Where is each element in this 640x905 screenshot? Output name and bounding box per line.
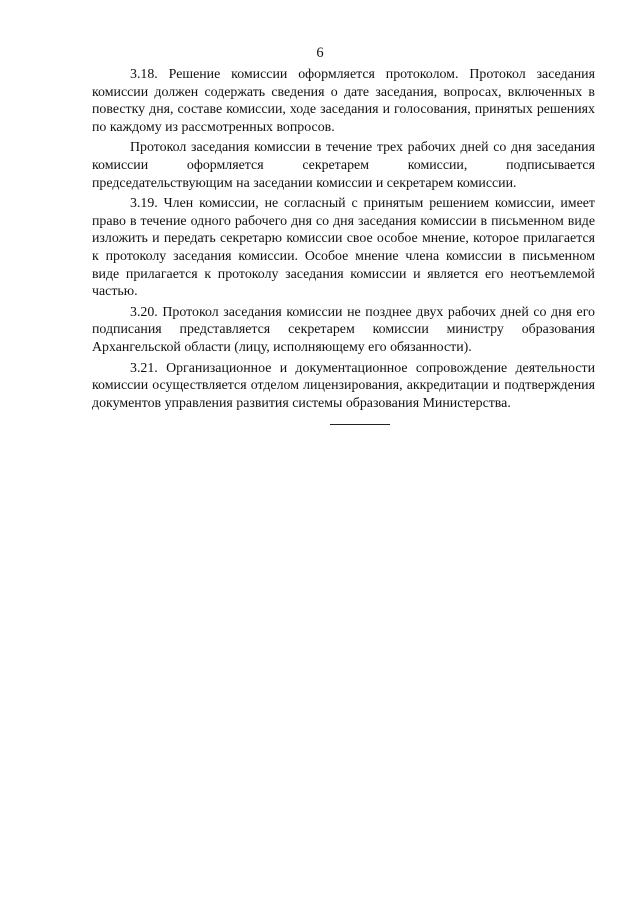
paragraph-3-21: 3.21. Организационное и документационное сопровождение деятельности комиссии осуществляется отделом лицензирования, аккредитации и подтверждения документов управления развития системы образования Министерства. [92, 360, 595, 411]
paragraph-3-20: 3.20. Протокол заседания комиссии не позднее двух рабочих дней со дня его подписания представляется секретарем комиссии министру образования Архангельской области (лицу, исполняющему его обязанности). [92, 304, 595, 355]
page-number: 6 [316, 45, 324, 61]
paragraph-protocol-formalization: Протокол заседания комиссии в течение трех рабочих дней со дня заседания комиссии оформляется секретарем комиссии, подписывается председательствующим на заседании комиссии и секретарем комиссии. [92, 140, 595, 191]
paragraph-3-19: 3.19. Член комиссии, не согласный с принятым решением комиссии, имеет право в течение одного рабочего дня со дня заседания комиссии в письменном виде изложить и передать секретарю комиссии свое особое мнение, которое прилагается к протоколу заседания комиссии. Особое мнение члена комиссии в письменном виде прилагается к протоколу заседания комиссии и является его неотъемлемой частью. [92, 196, 595, 300]
end-of-document-rule [330, 424, 390, 425]
document-body [92, 66, 595, 412]
paragraph-3-18: 3.18. Решение комиссии оформляется протоколом. Протокол заседания комиссии должен содержать сведения о дате заседания, вопросах, включенных в повестку дня, составе комиссии, ходе заседания и голосования, принятых решениях по каждому из рассмотренных вопросов. [92, 67, 595, 135]
